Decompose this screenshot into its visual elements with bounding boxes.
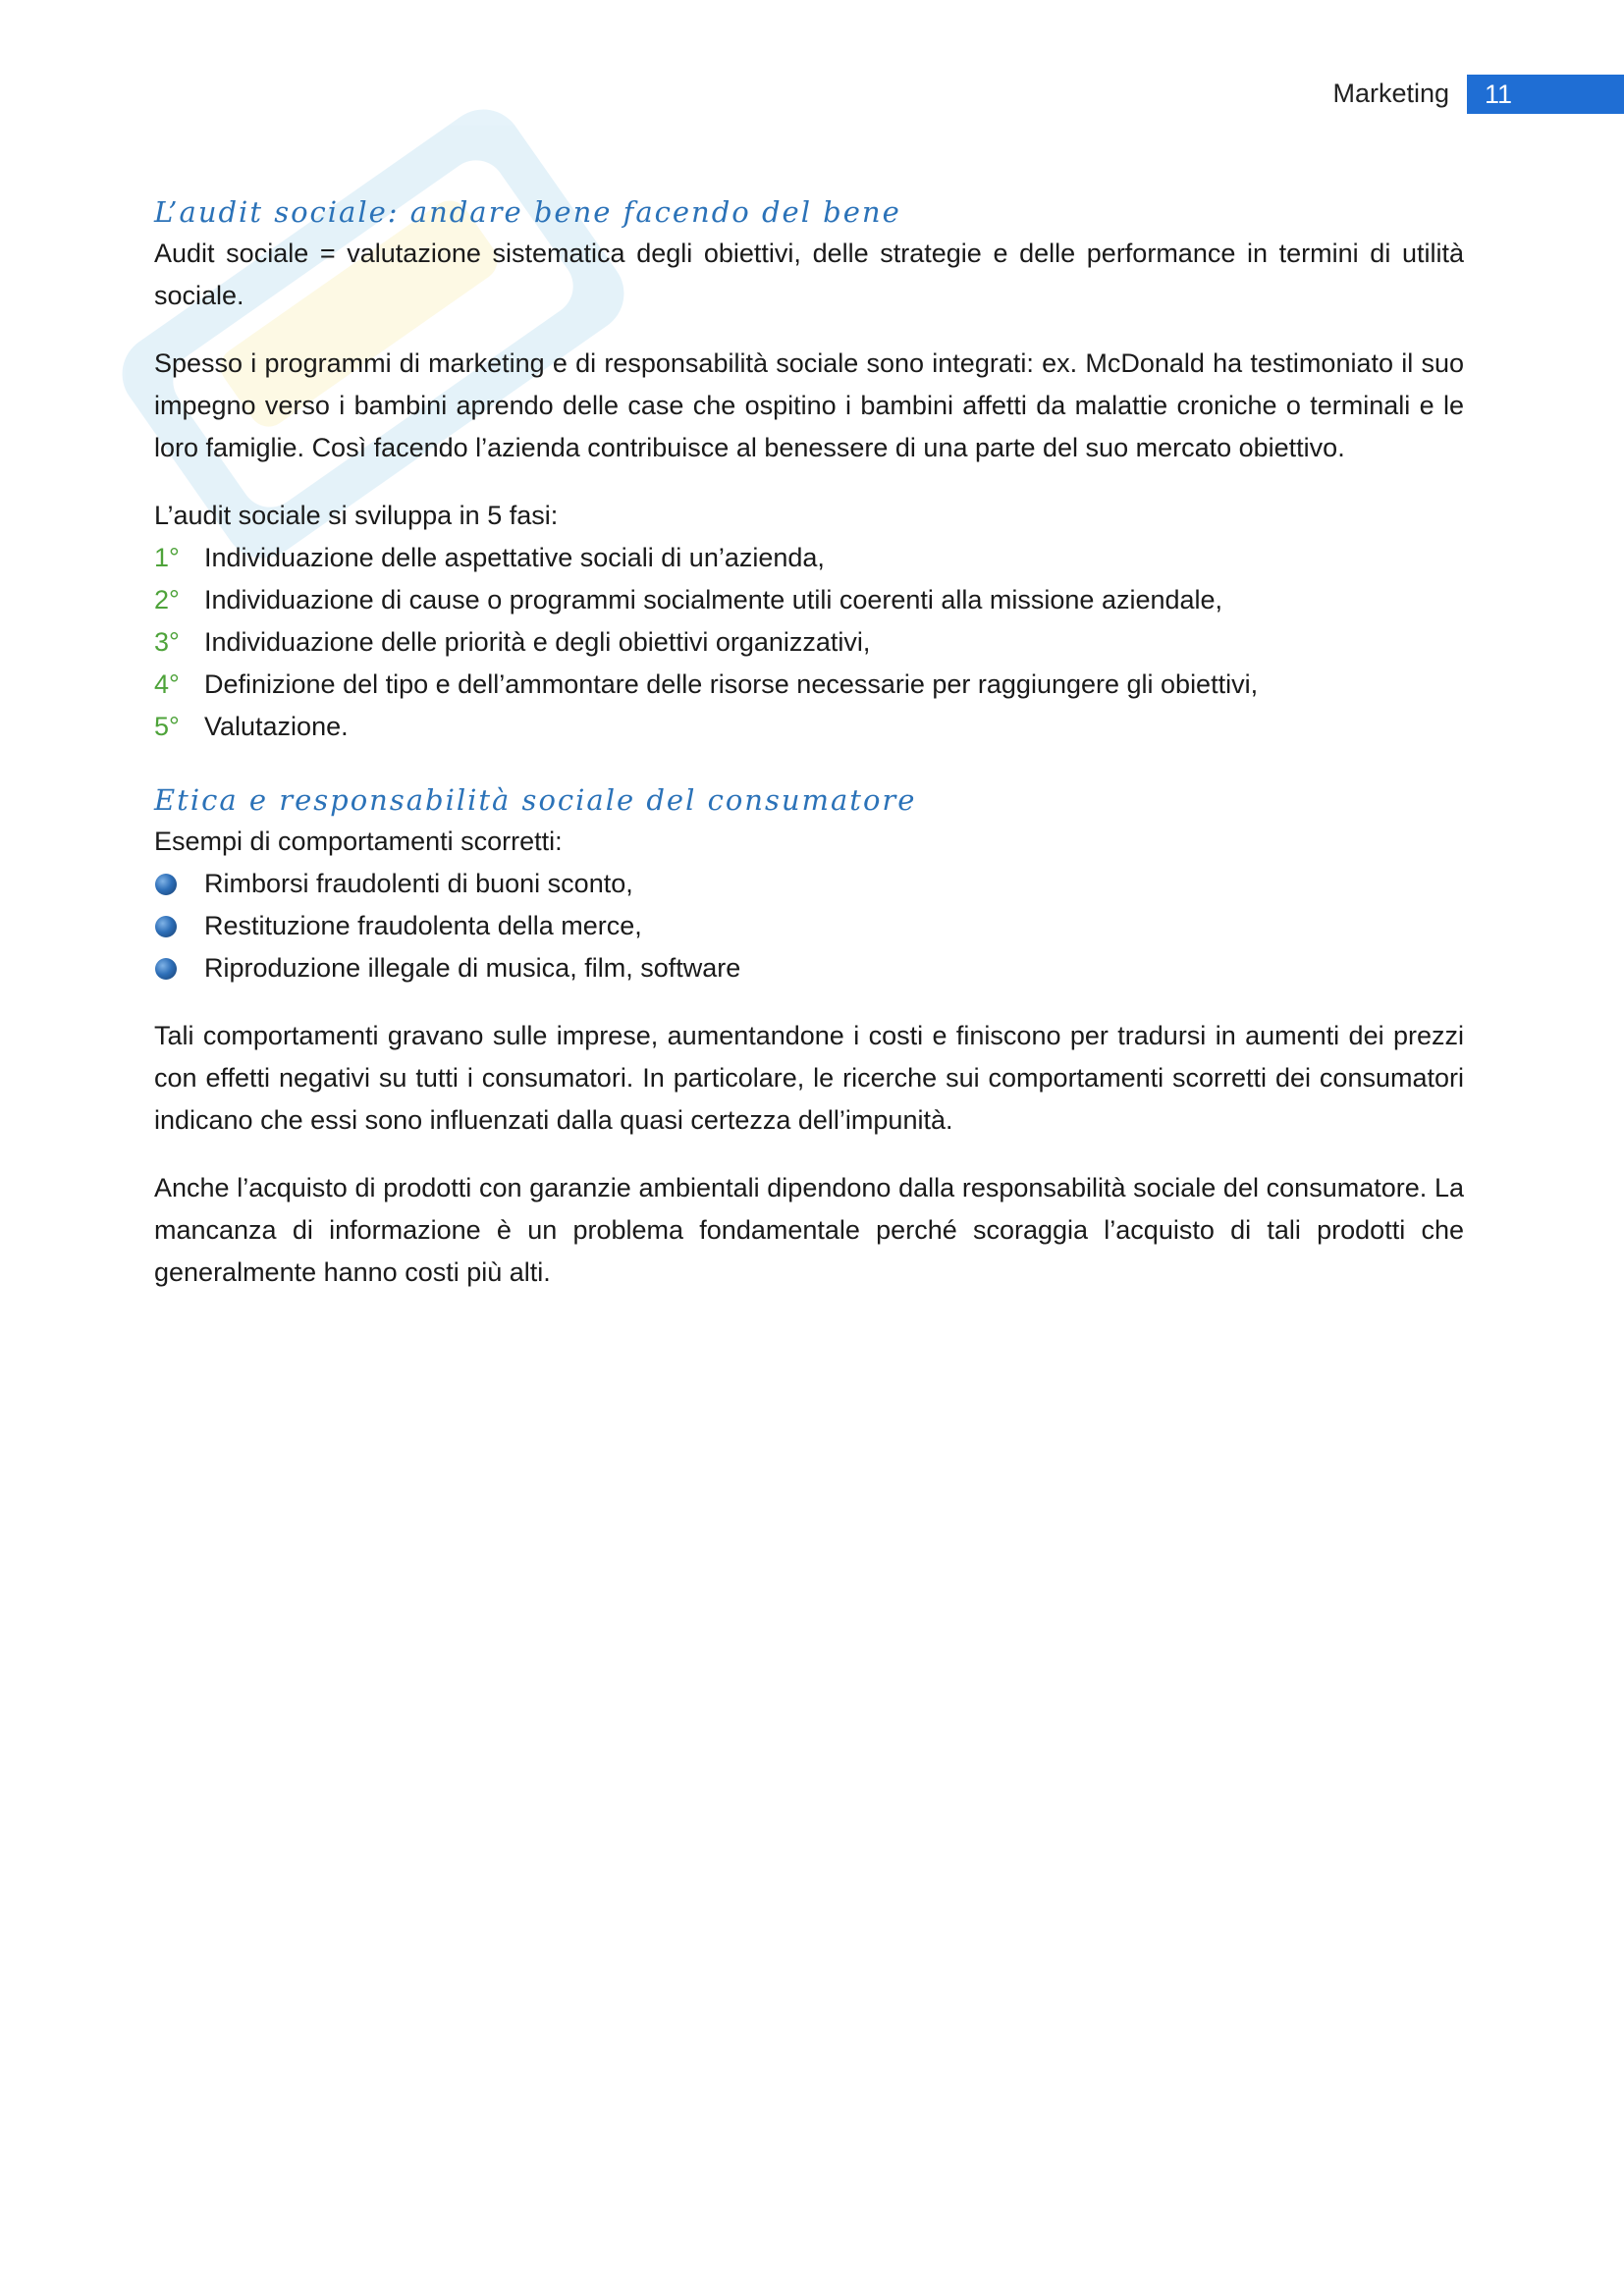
bullet-icon (155, 916, 177, 937)
step-text: Individuazione delle aspettative sociali di un’azienda, (204, 543, 825, 572)
list-item (154, 905, 1464, 947)
step-number: 5° (154, 712, 180, 741)
page-number-badge: 11 (1467, 75, 1624, 114)
bullet-icon (155, 874, 177, 895)
step-number: 3° (154, 627, 180, 657)
steps-list (154, 537, 1464, 748)
step-number: 2° (154, 585, 180, 614)
list-item (154, 863, 1464, 905)
steps-intro: L’audit sociale si sviluppa in 5 fasi: (154, 501, 559, 530)
bullet-list (154, 863, 1464, 989)
paragraph-mcdonald-example: Spesso i programmi di marketing e di responsabilità sociale sono integrati: ex. McDonald ha testimoniato il suo impegno verso i bambini aprendo delle case che ospitino i bambini affetti da malattie croniche o terminali e le loro famiglie. Così facendo l’azienda contribuisce al benessere di una parte del suo mercato obiettivo. (154, 348, 1464, 462)
running-header-title: Marketing (1332, 79, 1449, 108)
list-item (154, 947, 1464, 989)
bullet-text: Rimborsi fraudolenti di buoni sconto, (204, 869, 633, 898)
list-item (154, 537, 1464, 579)
document-body (154, 191, 1464, 1294)
list-item (154, 621, 1464, 664)
step-text: Definizione del tipo e dell’ammontare delle risorse necessarie per raggiungere gli obiettivi, (204, 669, 1259, 699)
list-item (154, 579, 1464, 621)
bullet-text: Restituzione fraudolenta della merce, (204, 911, 642, 940)
bullet-icon (155, 958, 177, 980)
bullets-intro: Esempi di comportamenti scorretti: (154, 827, 563, 856)
section-heading-audit-sociale: L’audit sociale: andare bene facendo del bene (154, 195, 901, 229)
step-text: Valutazione. (204, 712, 349, 741)
paragraph-definition: Audit sociale = valutazione sistematica degli obiettivi, delle strategie e delle performance in termini di utilità sociale. (154, 239, 1464, 310)
step-text: Individuazione di cause o programmi socialmente utili coerenti alla missione aziendale, (204, 585, 1223, 614)
step-text: Individuazione delle priorità e degli obiettivi organizzativi, (204, 627, 871, 657)
paragraph-costs: Tali comportamenti gravano sulle imprese, aumentandone i costi e finiscono per tradursi in aumenti dei prezzi con effetti negativi su tutti i consumatori. In particolare, le ricerche sui comportamenti scorretti dei consumatori indicano che essi sono influenzati dalla quasi certezza dell’impunità. (154, 1021, 1464, 1135)
list-item (154, 664, 1464, 706)
bullet-text: Riproduzione illegale di musica, film, software (204, 953, 741, 983)
step-number: 4° (154, 669, 180, 699)
paragraph-environmental: Anche l’acquisto di prodotti con garanzie ambientali dipendono dalla responsabilità sociale del consumatore. La mancanza di informazione è un problema fondamentale perché scoraggia l’acquisto di tali prodotti che generalmente hanno costi più alti. (154, 1173, 1464, 1287)
list-item (154, 706, 1464, 748)
section-heading-etica-consumatore: Etica e responsabilità sociale del consumatore (154, 783, 917, 817)
step-number: 1° (154, 543, 180, 572)
